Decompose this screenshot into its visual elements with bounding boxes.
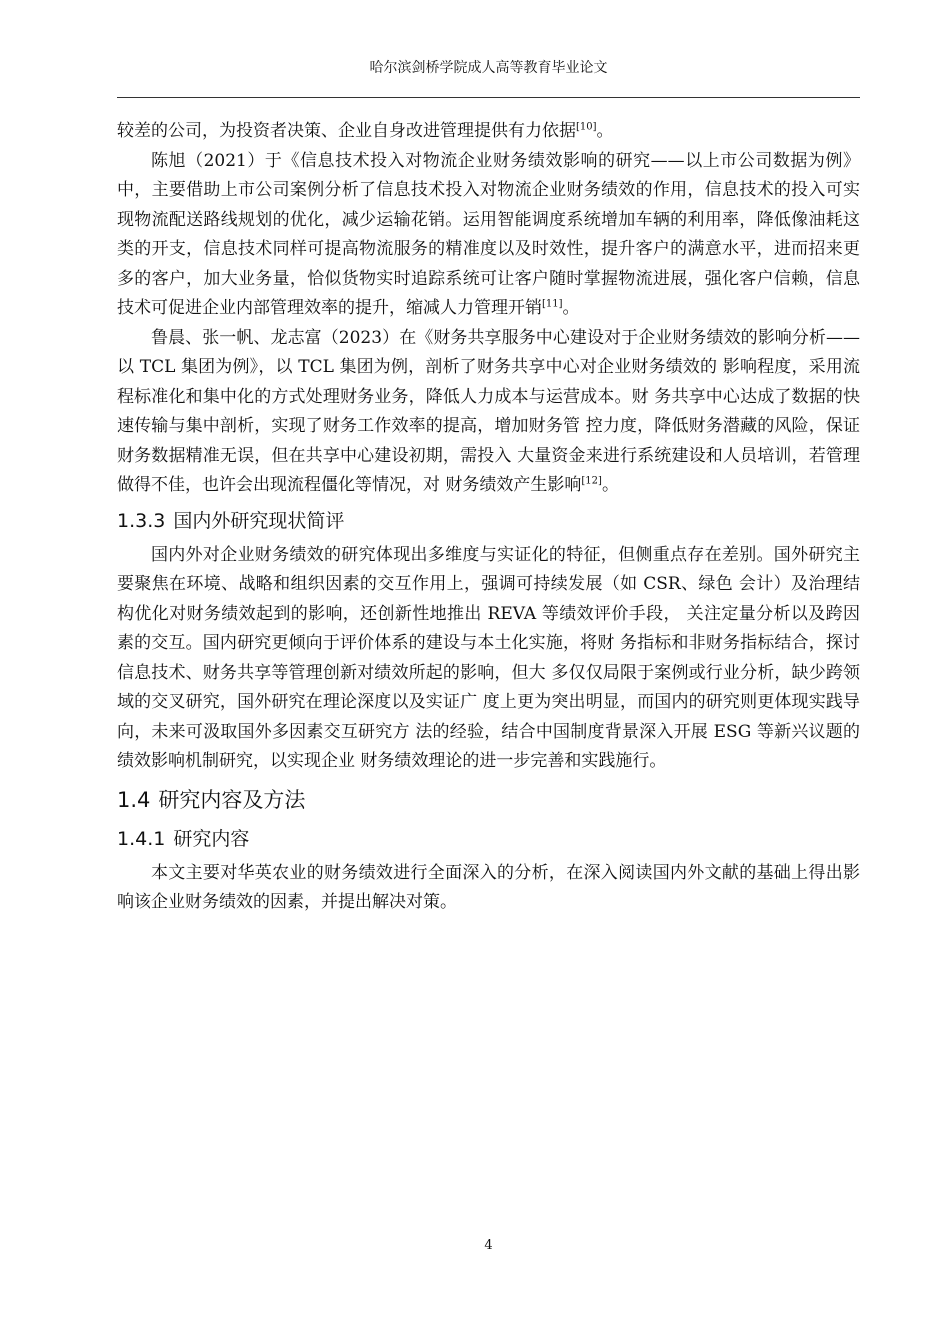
paragraph-2: 陈旭（2021）于《信息技术投入对物流企业财务绩效影响的研究——以上市公司数据为例》中，主要借助上市公司案例分析了信息技术投入对物流企业财务绩效的作用，信息技术的投入可实现物流配送路线规划的优化，减少运输花销。运用智能调度系统增加车辆的利用率，降低像油耗这类的开支，信息技术同样可提高物流服务的精准度以及时效性，提升客户的满意水平，进而招来更多的客户，加大业务量，恰似货物实时追踪系统可让客户随时掌握物流进展，强化客户信赖，信息技术可促进企业内部管理效率的提升，缩减人力管理开销[11]。 <box>117 150 860 318</box>
paragraph-5: 本文主要对华英农业的财务绩效进行全面深入的分析，在深入阅读国内外文献的基础上得出影响该企业财务绩效的因素，并提出解决对策。 <box>117 862 860 912</box>
citation-ref: [10] <box>576 121 597 133</box>
document-body <box>117 117 860 918</box>
paragraph-4: 国内外对企业财务绩效的研究体现出多维度与实证化的特征，但侧重点存在差别。国外研究主要聚焦在环境、战略和组织因素的交互作用上，强调可持续发展（如 CSR、绿色 会计）及治理结构优化对财务绩效起到的影响，还创新性地推出 REVA 等绩效评价手段， 关注定量分析以及跨因素的交互。国内研究更倾向于评价体系的建设与本土化实施，将财 务指标和非财务指标结合，探讨信息技术、财务共享等管理创新对绩效所起的影响，但大 多仅仅局限于案例或行业分析，缺少跨领域的交叉研究，国外研究在理论深度以及实证广 度上更为突出明显，而国内的研究则更体现实践导向，未来可汲取国外多因素交互研究方 法的经验，结合中国制度背景深入开展 ESG 等新兴议题的绩效影响机制研究，以实现企业 财务绩效理论的进一步完善和实践施行。 <box>117 544 860 771</box>
citation-ref: [11] <box>542 298 563 310</box>
paragraph-1: 较差的公司，为投资者决策、企业自身改进管理提供有力依据[10]。 <box>117 121 614 141</box>
section-heading-1-3-3: 1.3.3 国内外研究现状简评 <box>117 509 345 532</box>
header-divider <box>117 97 860 98</box>
page-number: 4 <box>484 1238 493 1253</box>
running-header: 哈尔滨剑桥学院成人高等教育毕业论文 <box>369 60 608 76</box>
section-heading-1-4: 1.4 研究内容及方法 <box>117 787 306 812</box>
section-heading-1-4-1: 1.4.1 研究内容 <box>117 827 250 850</box>
paragraph-3: 鲁晨、张一帆、龙志富（2023）在《财务共享服务中心建设对于企业财务绩效的影响分析——以 TCL 集团为例》，以 TCL 集团为例，剖析了财务共享中心对企业财务绩效的 影响程度，采用流程标准化和集中化的方式处理财务业务，降低人力成本与运营成本。财 务共享中心达成了数据的快速传输与集中剖析，实现了财务工作效率的提高，增加财务管 控力度，降低财务潜藏的风险，保证财务数据精准无误，但在共享中心建设初期，需投入 大量资金来进行系统建设和人员培训，若管理做得不佳，也许会出现流程僵化等情况，对 财务绩效产生影响[12]。 <box>117 327 860 495</box>
citation-ref: [12] <box>581 475 602 487</box>
